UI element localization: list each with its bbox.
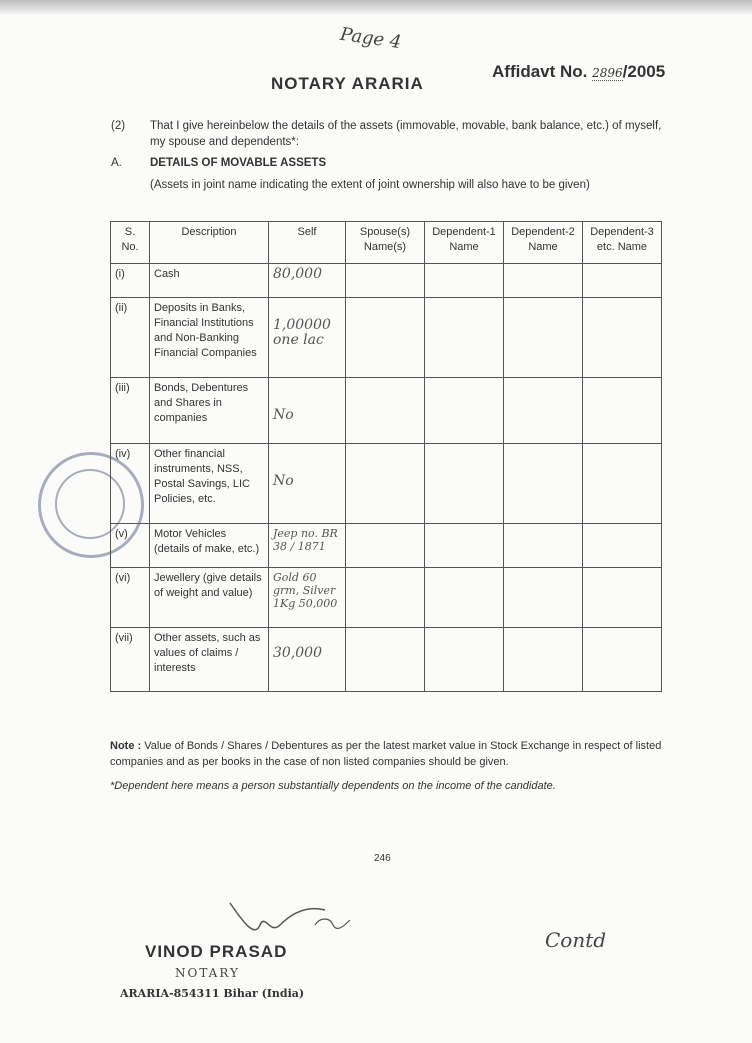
row-sno: (i) (111, 264, 150, 298)
header-spouse: Spouse(s) Name(s) (346, 222, 425, 264)
row-spouse (346, 628, 425, 692)
row-spouse (346, 378, 425, 444)
row-spouse (346, 444, 425, 524)
row-self-value: 80,000 (269, 264, 346, 298)
note-label: Note : (110, 740, 142, 752)
row-description: Deposits in Banks, Financial Institutions and Non-Banking Financial Companies (150, 298, 269, 378)
table-row (111, 568, 662, 628)
row-dependent-1 (425, 298, 504, 378)
row-self-value: Jeep no. BR 38 / 1871 (269, 524, 346, 568)
page-number: 246 (374, 853, 391, 864)
row-spouse (346, 298, 425, 378)
header-dependent-1: Dependent-1 Name (425, 222, 504, 264)
row-dependent-1 (425, 524, 504, 568)
row-dependent-1 (425, 378, 504, 444)
row-sno: (vi) (111, 568, 150, 628)
section-title: DETAILS OF MOVABLE ASSETS (150, 157, 327, 169)
row-sno: (vii) (111, 628, 150, 692)
row-dependent-3 (583, 444, 662, 524)
affidavit-number (492, 62, 665, 82)
table-row (111, 264, 662, 298)
row-dependent-1 (425, 568, 504, 628)
header-dependent-2: Dependent-2 Name (504, 222, 583, 264)
row-dependent-2 (504, 568, 583, 628)
row-spouse (346, 524, 425, 568)
row-dependent-2 (504, 524, 583, 568)
paragraph-number: (2) (111, 120, 126, 132)
row-self-value: 30,000 (269, 628, 346, 692)
table-row (111, 524, 662, 568)
row-sno: (iii) (111, 378, 150, 444)
row-dependent-3 (583, 524, 662, 568)
row-description: Other assets, such as values of claims / interests (150, 628, 269, 692)
row-dependent-3 (583, 298, 662, 378)
section-subtitle: (Assets in joint name indicating the extent of joint ownership will also have to be given) (150, 179, 590, 191)
note (110, 738, 670, 770)
table-row (111, 298, 662, 378)
handwritten-page-number: Page 4 (338, 23, 403, 54)
row-spouse (346, 264, 425, 298)
row-dependent-3 (583, 628, 662, 692)
header-self: Self (269, 222, 346, 264)
row-description: Other financial instruments, NSS, Postal Savings, LIC Policies, etc. (150, 444, 269, 524)
section-letter: A. (111, 157, 122, 169)
row-description: Cash (150, 264, 269, 298)
paragraph-text: That I give hereinbelow the details of the assets (immovable, movable, bank balance, etc.) of myself, my spouse and dependents*: (150, 120, 662, 148)
header-description: Description (150, 222, 269, 264)
row-description: Motor Vehicles (details of make, etc.) (150, 524, 269, 568)
header-sno: S. No. (111, 222, 150, 264)
row-dependent-1 (425, 444, 504, 524)
row-dependent-2 (504, 628, 583, 692)
row-sno: (iv) (111, 444, 150, 524)
row-self-value: No (269, 444, 346, 524)
row-dependent-2 (504, 444, 583, 524)
row-dependent-2 (504, 378, 583, 444)
notary-title: NOTARY (175, 966, 240, 980)
row-self-value: Gold 60 grm, Silver 1Kg 50,000 (269, 568, 346, 628)
row-dependent-2 (504, 298, 583, 378)
row-spouse (346, 568, 425, 628)
row-self-value: 1,00000 one lac (269, 298, 346, 378)
row-description: Bonds, Debentures and Shares in companies (150, 378, 269, 444)
row-dependent-3 (583, 264, 662, 298)
row-sno: (ii) (111, 298, 150, 378)
header-dependent-3: Dependent-3 etc. Name (583, 222, 662, 264)
row-self-value: No (269, 378, 346, 444)
row-dependent-2 (504, 264, 583, 298)
table-row (111, 444, 662, 524)
table-row (111, 628, 662, 692)
notary-heading: NOTARY ARARIA (271, 74, 424, 93)
row-description: Jewellery (give details of weight and value) (150, 568, 269, 628)
row-sno: (v) (111, 524, 150, 568)
note-text: Value of Bonds / Shares / Debentures as per the latest market value in Stock Exchange in respect of listed companies and as per books in the case of non listed companies should be given. (110, 740, 662, 768)
continued-handwritten: Contd (545, 928, 607, 952)
signature-scrawl (225, 895, 355, 945)
table-header-row (111, 222, 662, 264)
notary-name: VINOD PRASAD (145, 942, 288, 961)
scan-edge (0, 0, 752, 14)
affidavit-year: /2005 (622, 62, 666, 81)
row-dependent-3 (583, 378, 662, 444)
affidavit-label: Affidavt No. (492, 62, 588, 81)
affidavit-number-hw: 2896 (592, 66, 623, 80)
movable-assets-table (110, 221, 662, 692)
notary-address: ARARIA-854311 Bihar (India) (120, 987, 305, 1000)
dependent-note: *Dependent here means a person substantially dependents on the income of the candidate. (110, 780, 556, 792)
row-dependent-3 (583, 568, 662, 628)
row-dependent-1 (425, 628, 504, 692)
row-dependent-1 (425, 264, 504, 298)
table-row (111, 378, 662, 444)
